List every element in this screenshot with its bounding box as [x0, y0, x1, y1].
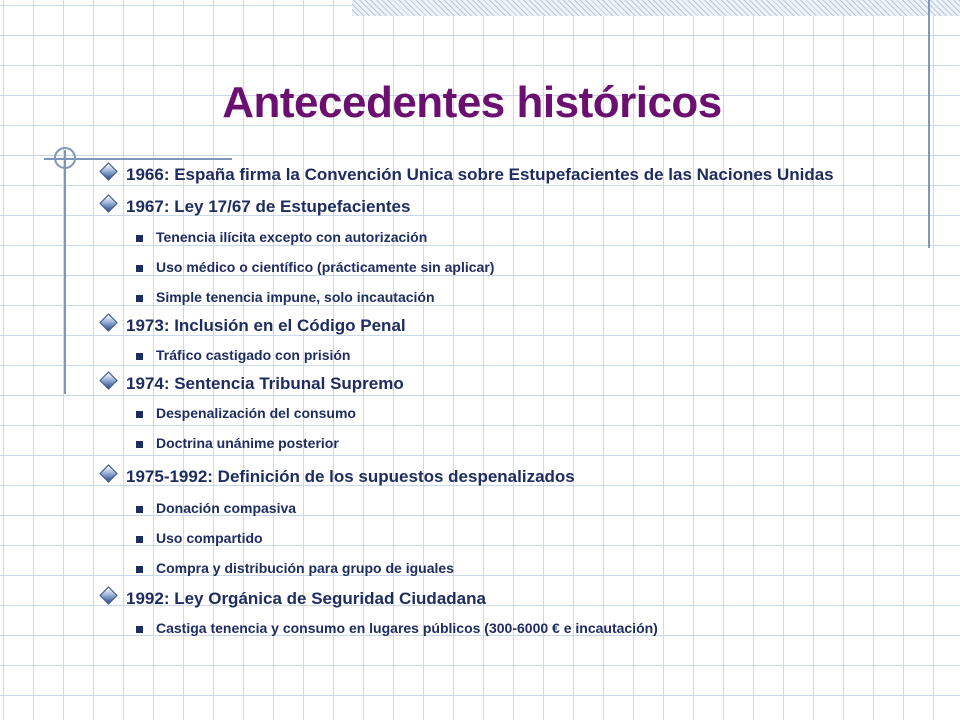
hatch-band	[352, 0, 960, 16]
square-bullet-icon	[136, 566, 143, 573]
sub-bullet	[92, 435, 872, 451]
square-bullet-icon	[136, 441, 143, 448]
bullet-1974	[92, 375, 872, 393]
square-bullet-icon	[136, 353, 143, 360]
sub-bullet	[92, 620, 872, 636]
sub-bullet	[92, 530, 872, 546]
sub-bullet	[92, 405, 872, 421]
square-bullet-icon	[136, 295, 143, 302]
sub-bullet	[92, 259, 872, 275]
sub-bullet-text: Castiga tenencia y consumo en lugares públicos (300-6000 € e incautación)	[156, 620, 658, 636]
target-circle-icon	[54, 147, 76, 169]
sub-bullet-text: Tráfico castigado con prisión	[156, 347, 351, 363]
bullet-list	[92, 166, 872, 650]
bullet-text: 1967: Ley 17/67 de Estupefacientes	[126, 197, 411, 216]
decor-vertical-line-left	[64, 150, 66, 394]
bullet-1992	[92, 590, 872, 608]
sub-bullet-text: Despenalización del consumo	[156, 405, 356, 421]
sub-bullet-text: Doctrina unánime posterior	[156, 435, 339, 451]
square-bullet-icon	[136, 265, 143, 272]
sub-bullet-text: Tenencia ilícita excepto con autorización	[156, 229, 428, 245]
diamond-bullet-icon	[99, 586, 117, 604]
bullet-1966	[92, 166, 872, 184]
sub-bullet-text: Donación compasiva	[156, 500, 297, 516]
sub-bullet-text: Uso compartido	[156, 530, 263, 546]
diamond-bullet-icon	[99, 162, 117, 180]
bullet-text: 1974: Sentencia Tribunal Supremo	[126, 374, 404, 393]
sub-bullet-text: Compra y distribución para grupo de iguales	[156, 560, 454, 576]
bullet-text: 1992: Ley Orgánica de Seguridad Ciudadana	[126, 589, 486, 608]
square-bullet-icon	[136, 411, 143, 418]
bullet-text: 1973: Inclusión en el Código Penal	[126, 316, 406, 335]
bullet-1973	[92, 317, 872, 335]
diamond-bullet-icon	[99, 464, 117, 482]
diamond-bullet-icon	[99, 194, 117, 212]
diamond-bullet-icon	[99, 371, 117, 389]
slide-title: Antecedentes históricos	[222, 78, 722, 127]
sub-bullet-text: Uso médico o científico (prácticamente sin aplicar)	[156, 259, 495, 275]
square-bullet-icon	[136, 536, 143, 543]
sub-bullet	[92, 347, 872, 363]
sub-bullet-text: Simple tenencia impune, solo incautación	[156, 289, 435, 305]
sub-bullet	[92, 229, 872, 245]
square-bullet-icon	[136, 235, 143, 242]
bullet-1967	[92, 198, 872, 216]
bullet-text: 1966: España firma la Convención Unica sobre Estupefacientes de las Naciones Unidas	[126, 165, 834, 184]
square-bullet-icon	[136, 626, 143, 633]
sub-bullet	[92, 500, 872, 516]
sub-bullet	[92, 289, 872, 305]
sub-bullet	[92, 560, 872, 576]
bullet-1975-1992	[92, 468, 872, 486]
square-bullet-icon	[136, 506, 143, 513]
diamond-bullet-icon	[99, 313, 117, 331]
bullet-text: 1975-1992: Definición de los supuestos despenalizados	[126, 467, 575, 486]
